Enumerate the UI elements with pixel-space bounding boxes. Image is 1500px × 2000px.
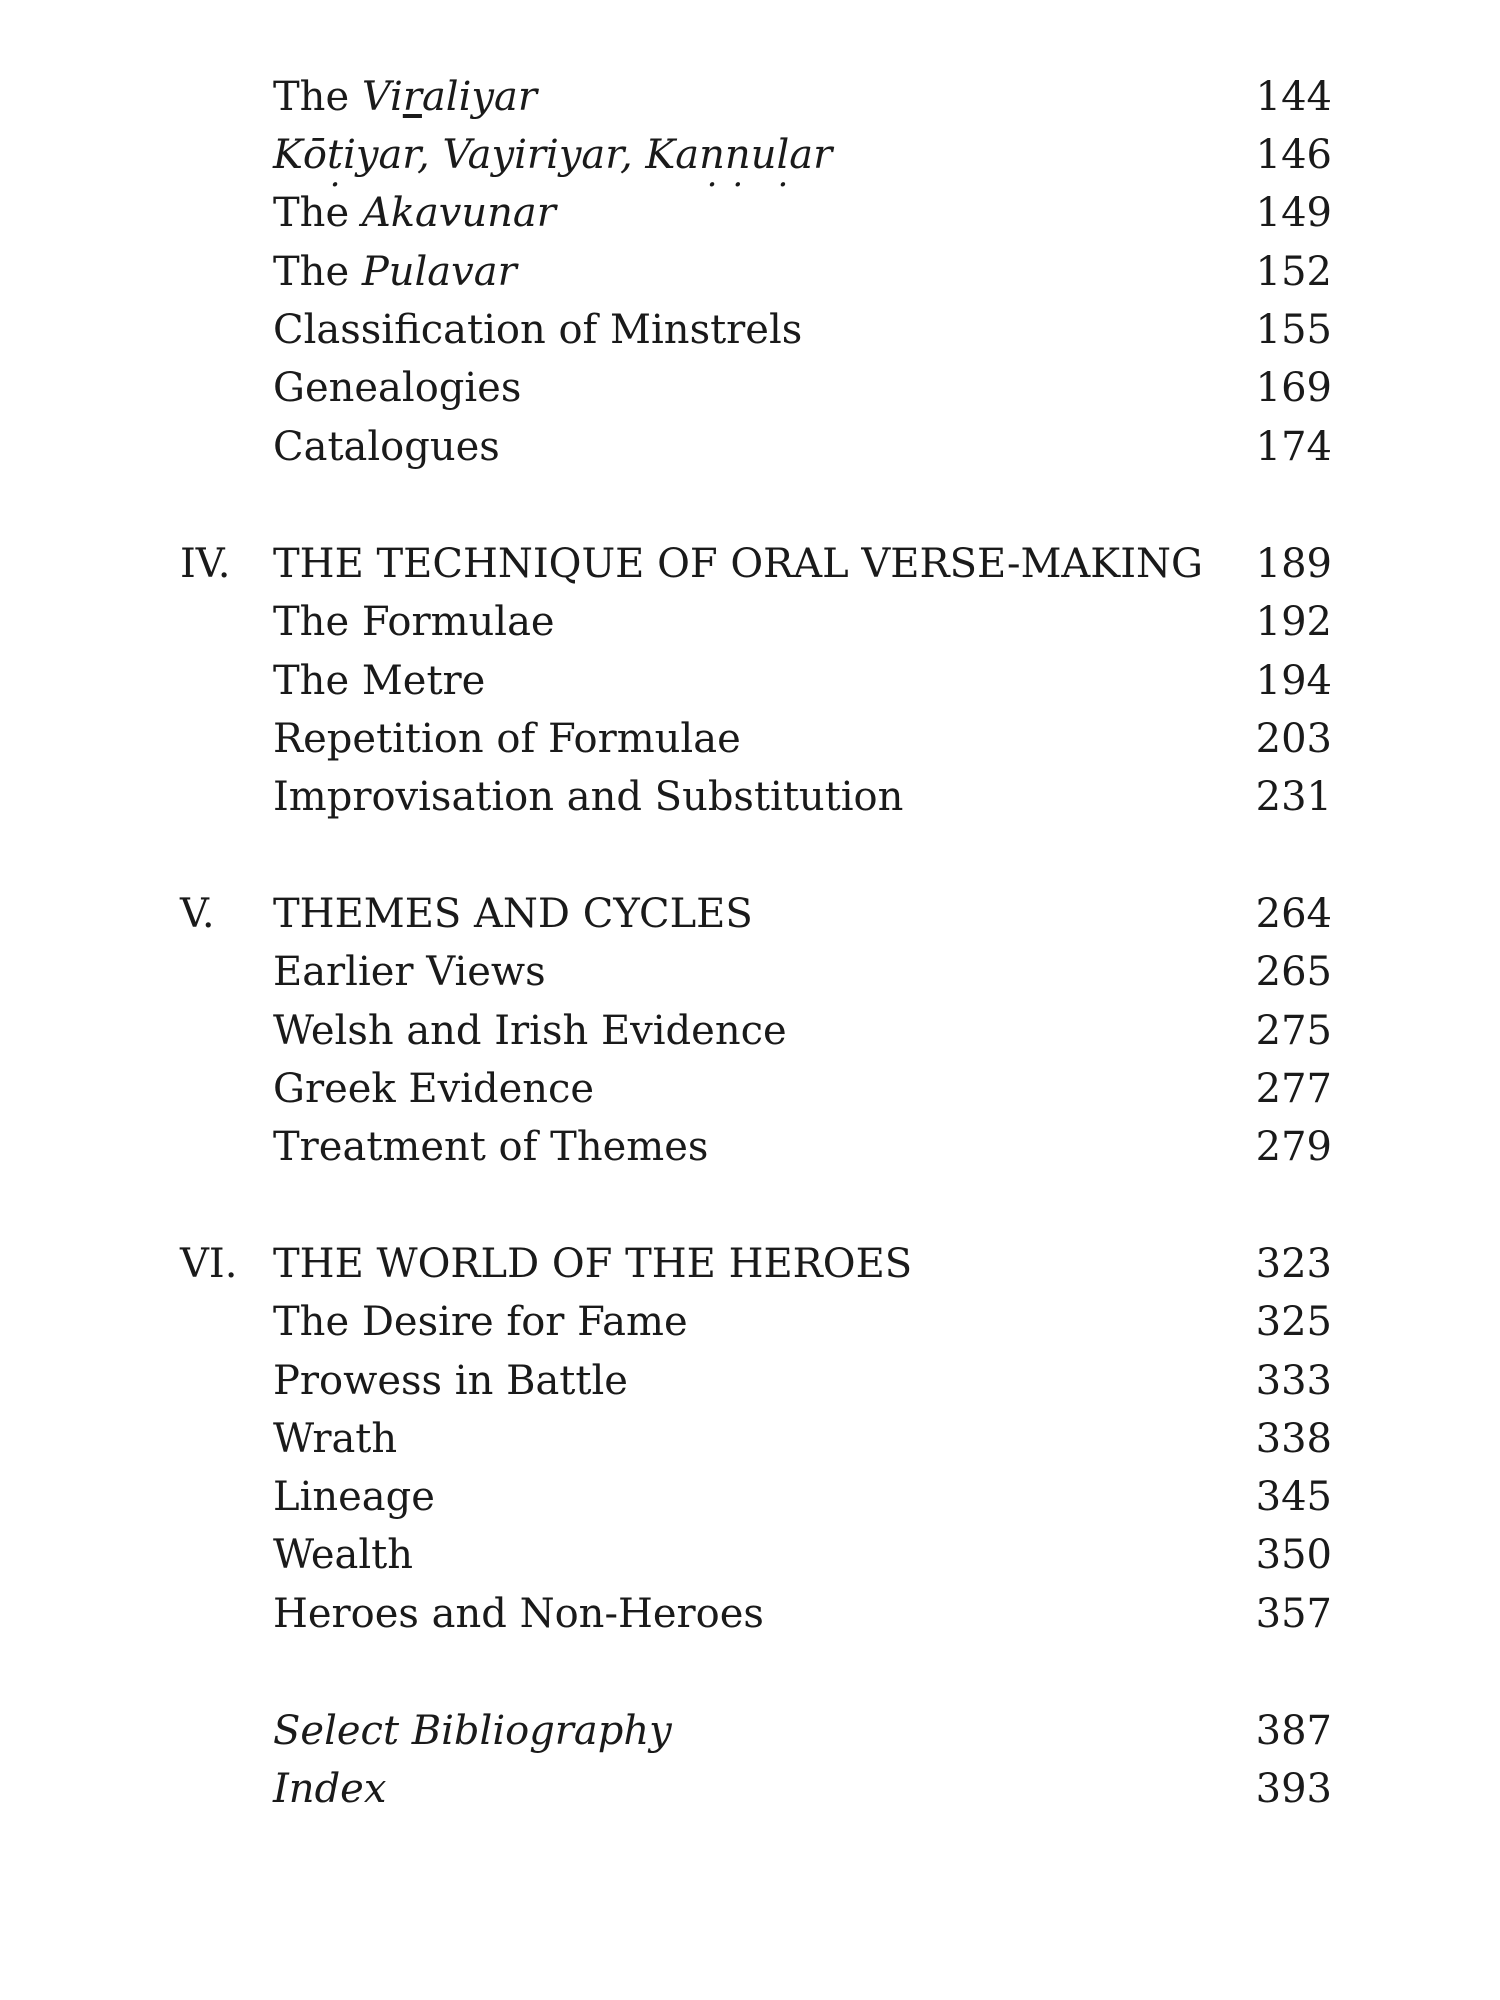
entry-title-text: Prowess in Battle — [273, 1358, 628, 1404]
chapter-row[interactable] — [0, 535, 1500, 593]
toc-entry[interactable] — [0, 184, 1500, 242]
toc-entry[interactable] — [0, 710, 1500, 768]
entry-title — [273, 1468, 435, 1526]
toc-entry[interactable] — [0, 418, 1500, 476]
toc-entry[interactable] — [0, 1526, 1500, 1584]
chapter-number: V. — [180, 891, 215, 937]
chapter-number: IV. — [180, 541, 231, 587]
toc-entry[interactable] — [0, 1410, 1500, 1468]
page-number: 345 — [1255, 1474, 1332, 1520]
page-number: 279 — [1255, 1124, 1332, 1170]
entry-title-text: Repetition of Formulae — [273, 716, 741, 762]
entry-title — [273, 1002, 787, 1060]
page-number: 387 — [1255, 1708, 1332, 1754]
toc-entry[interactable] — [0, 1760, 1500, 1818]
toc-entry[interactable] — [0, 593, 1500, 651]
entry-title-text: Improvisation and Substitution — [273, 774, 904, 820]
toc-entry[interactable] — [0, 126, 1500, 184]
entry-title-text: The — [273, 249, 362, 295]
page-number: 393 — [1255, 1766, 1332, 1812]
page-number: 149 — [1255, 190, 1332, 236]
toc-entry[interactable] — [0, 301, 1500, 359]
entry-title-text: Greek Evidence — [273, 1066, 595, 1112]
page-number: 203 — [1255, 716, 1332, 762]
entry-title-italic: Akavunar — [361, 190, 556, 236]
toc-entry[interactable] — [0, 652, 1500, 710]
toc-entry[interactable] — [0, 68, 1500, 126]
entry-title — [273, 68, 537, 126]
toc-entry[interactable] — [0, 1468, 1500, 1526]
toc-entry[interactable] — [0, 1352, 1500, 1410]
entry-title — [273, 1702, 672, 1760]
page-number: 174 — [1255, 424, 1332, 470]
entry-title-italic: Index — [273, 1766, 387, 1812]
entry-title — [273, 768, 903, 826]
entry-title — [273, 243, 517, 301]
page-number: 277 — [1255, 1066, 1332, 1112]
page-number: 189 — [1255, 541, 1332, 587]
page-number: 323 — [1255, 1241, 1332, 1287]
entry-title-text: Heroes and Non-Heroes — [273, 1591, 764, 1637]
entry-title-text: Genealogies — [273, 365, 522, 411]
toc-entry[interactable] — [0, 243, 1500, 301]
entry-title — [273, 359, 521, 417]
entry-title-text: Welsh and Irish Evidence — [273, 1008, 787, 1054]
toc-entry[interactable] — [0, 768, 1500, 826]
entry-title-text: THE WORLD OF THE HEROES — [273, 1241, 913, 1287]
toc-entry[interactable] — [0, 1002, 1500, 1060]
page-number: 152 — [1255, 249, 1332, 295]
entry-title — [273, 710, 741, 768]
chapter-row[interactable] — [0, 1235, 1500, 1293]
entry-title-text: Catalogues — [273, 424, 500, 470]
page-number: 169 — [1255, 365, 1332, 411]
page-number: 231 — [1255, 774, 1332, 820]
entry-title — [273, 1235, 912, 1293]
page-number: 338 — [1255, 1416, 1332, 1462]
page-number: 333 — [1255, 1358, 1332, 1404]
toc-entry[interactable] — [0, 1585, 1500, 1643]
entry-title-text: The — [273, 190, 362, 236]
entry-title — [273, 943, 546, 1001]
entry-title-text: THE TECHNIQUE OF ORAL VERSE-MAKING — [273, 541, 1203, 587]
entry-title-text: The Formulae — [273, 599, 555, 645]
entry-title — [273, 184, 556, 242]
entry-title-italic: Select Bibliography — [273, 1708, 672, 1754]
entry-title — [273, 593, 555, 651]
entry-title-italic: Viraliyar — [361, 74, 537, 120]
page-number: 155 — [1255, 307, 1332, 353]
page-number: 275 — [1255, 1008, 1332, 1054]
page-number: 144 — [1255, 74, 1332, 120]
entry-title — [273, 1060, 594, 1118]
entry-title-text: The Metre — [273, 658, 486, 704]
entry-title — [273, 1352, 628, 1410]
page-number: 325 — [1255, 1299, 1332, 1345]
entry-title — [273, 1526, 413, 1584]
page-number: 265 — [1255, 949, 1332, 995]
toc-entry[interactable] — [0, 1293, 1500, 1351]
entry-title — [273, 126, 832, 184]
page-number: 194 — [1255, 658, 1332, 704]
entry-title — [273, 1293, 688, 1351]
entry-title-italic: Pulavar — [361, 249, 517, 295]
page-number: 357 — [1255, 1591, 1332, 1637]
toc-entry[interactable] — [0, 359, 1500, 417]
entry-title-text: THEMES AND CYCLES — [273, 891, 753, 937]
toc-entry[interactable] — [0, 1118, 1500, 1176]
page-number: 146 — [1255, 132, 1332, 178]
entry-title — [273, 885, 753, 943]
entry-title — [273, 1760, 386, 1818]
entry-title — [273, 652, 485, 710]
page-number: 350 — [1255, 1532, 1332, 1578]
entry-title — [273, 1410, 397, 1468]
entry-title — [273, 418, 500, 476]
entry-title-text: Treatment of Themes — [273, 1124, 709, 1170]
entry-title-text: Earlier Views — [273, 949, 546, 995]
toc-entry[interactable] — [0, 1702, 1500, 1760]
toc-entry[interactable] — [0, 943, 1500, 1001]
entry-title — [273, 1585, 764, 1643]
entry-title — [273, 301, 802, 359]
entry-title — [273, 535, 1203, 593]
entry-title-text: Lineage — [273, 1474, 435, 1520]
entry-title-italic: Kōt .iyar, Vayiriyar, Kan .n .ul .ar — [273, 132, 832, 178]
entry-title-text: The Desire for Fame — [273, 1299, 688, 1345]
chapter-number: VI. — [180, 1241, 238, 1287]
toc-entry[interactable] — [0, 1060, 1500, 1118]
entry-title-text: Classification of Minstrels — [273, 307, 803, 353]
chapter-row[interactable] — [0, 885, 1500, 943]
entry-title-text: Wrath — [273, 1416, 398, 1462]
entry-title — [273, 1118, 708, 1176]
entry-title-text: The — [273, 74, 362, 120]
page-number: 192 — [1255, 599, 1332, 645]
page-number: 264 — [1255, 891, 1332, 937]
entry-title-text: Wealth — [273, 1532, 413, 1578]
